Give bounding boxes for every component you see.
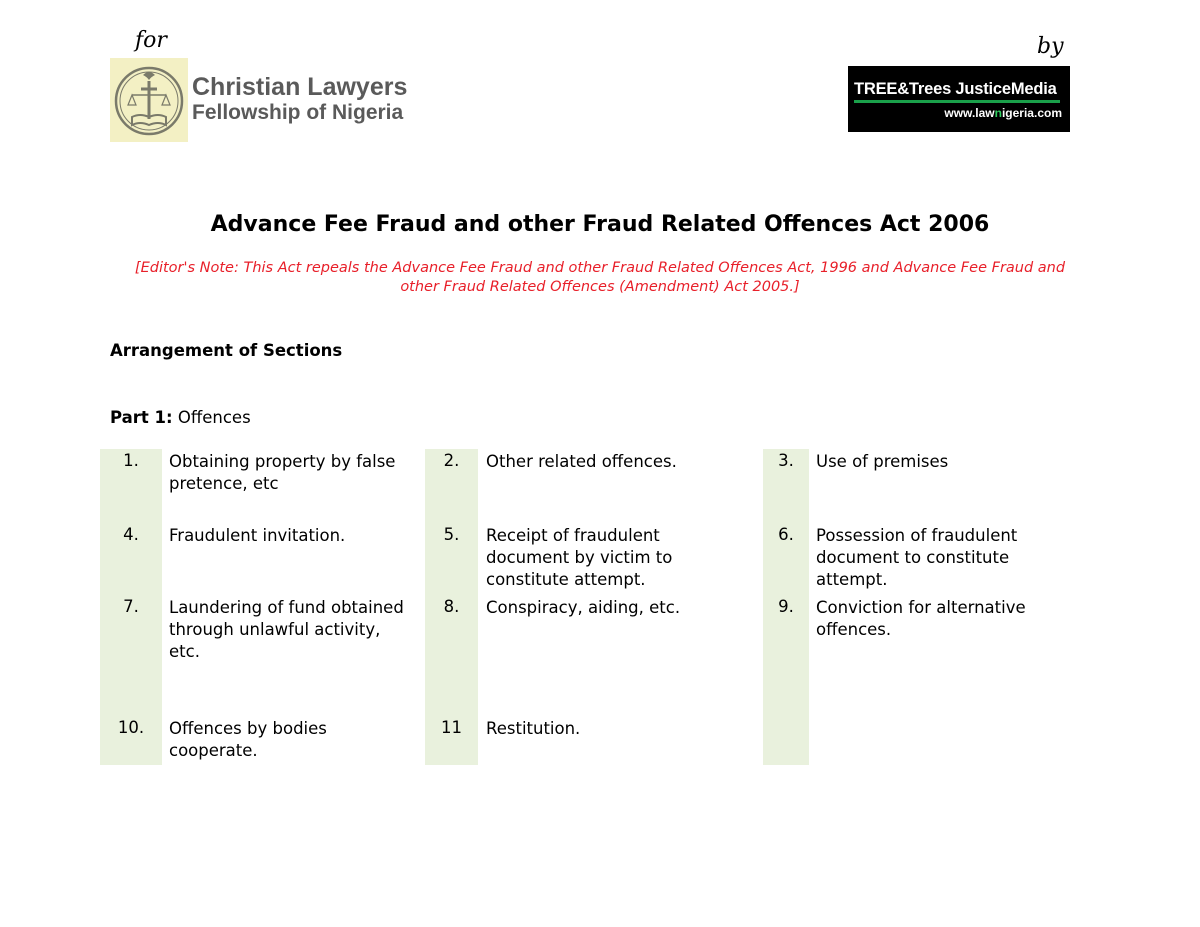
section-number: 7. bbox=[123, 597, 139, 616]
section-number: 9. bbox=[778, 597, 794, 616]
section-number: 10. bbox=[117, 718, 145, 737]
section-number: 5. bbox=[443, 525, 460, 544]
for-label: for bbox=[135, 28, 167, 53]
christian-lawyers-logo bbox=[110, 58, 430, 142]
section-link[interactable]: Fraudulent invitation. bbox=[169, 526, 346, 545]
left-logo-line1: Christian Lawyers bbox=[192, 73, 408, 101]
section-link[interactable]: Restitution. bbox=[486, 719, 581, 738]
editor-note: [Editor's Note: This Act repeals the Advance Fee Fraud and other Fraud Related Offences Act, 1996 and Advance Fee Fraud and other Fraud Related Offences (Amendment) Act 2005.] bbox=[134, 260, 1066, 295]
right-logo-line1: TREE&Trees JusticeMedia bbox=[854, 80, 1057, 98]
section-link[interactable]: Obtaining property by false pretence, etc bbox=[169, 452, 396, 493]
tree-and-trees-logo bbox=[848, 66, 1070, 132]
part-heading: Part 1: Offences bbox=[110, 408, 251, 427]
section-number: 6. bbox=[778, 525, 794, 544]
section-number: 2. bbox=[443, 451, 460, 470]
scales-of-justice-icon bbox=[110, 58, 188, 142]
section-link[interactable]: Receipt of fraudulent document by victim to constitute attempt. bbox=[486, 526, 673, 589]
section-link[interactable]: Conspiracy, aiding, etc. bbox=[486, 598, 681, 617]
logo-divider bbox=[854, 100, 1060, 103]
section-link[interactable]: Offences by bodies cooperate. bbox=[169, 719, 327, 760]
section-number: 11 bbox=[441, 718, 462, 737]
section-number: 4. bbox=[123, 525, 139, 544]
section-link[interactable]: Laundering of fund obtained through unlawful activity, etc. bbox=[169, 598, 404, 661]
section-link[interactable]: Possession of fraudulent document to constitute attempt. bbox=[816, 526, 1018, 589]
document-title: Advance Fee Fraud and other Fraud Related Offences Act 2006 bbox=[210, 212, 990, 237]
by-label: by bbox=[1037, 34, 1064, 59]
right-logo-line2: www.lawnigeria.com bbox=[944, 106, 1062, 120]
section-number: 8. bbox=[443, 597, 460, 616]
section-link[interactable]: Use of premises bbox=[816, 452, 949, 471]
section-link[interactable]: Conviction for alternative offences. bbox=[816, 598, 1026, 639]
section-link[interactable]: Other related offences. bbox=[486, 452, 677, 471]
section-number: 1. bbox=[123, 451, 139, 470]
arrangement-heading: Arrangement of Sections bbox=[110, 341, 343, 360]
left-logo-line2: Fellowship of Nigeria bbox=[192, 101, 404, 124]
section-number: 3. bbox=[778, 451, 794, 470]
